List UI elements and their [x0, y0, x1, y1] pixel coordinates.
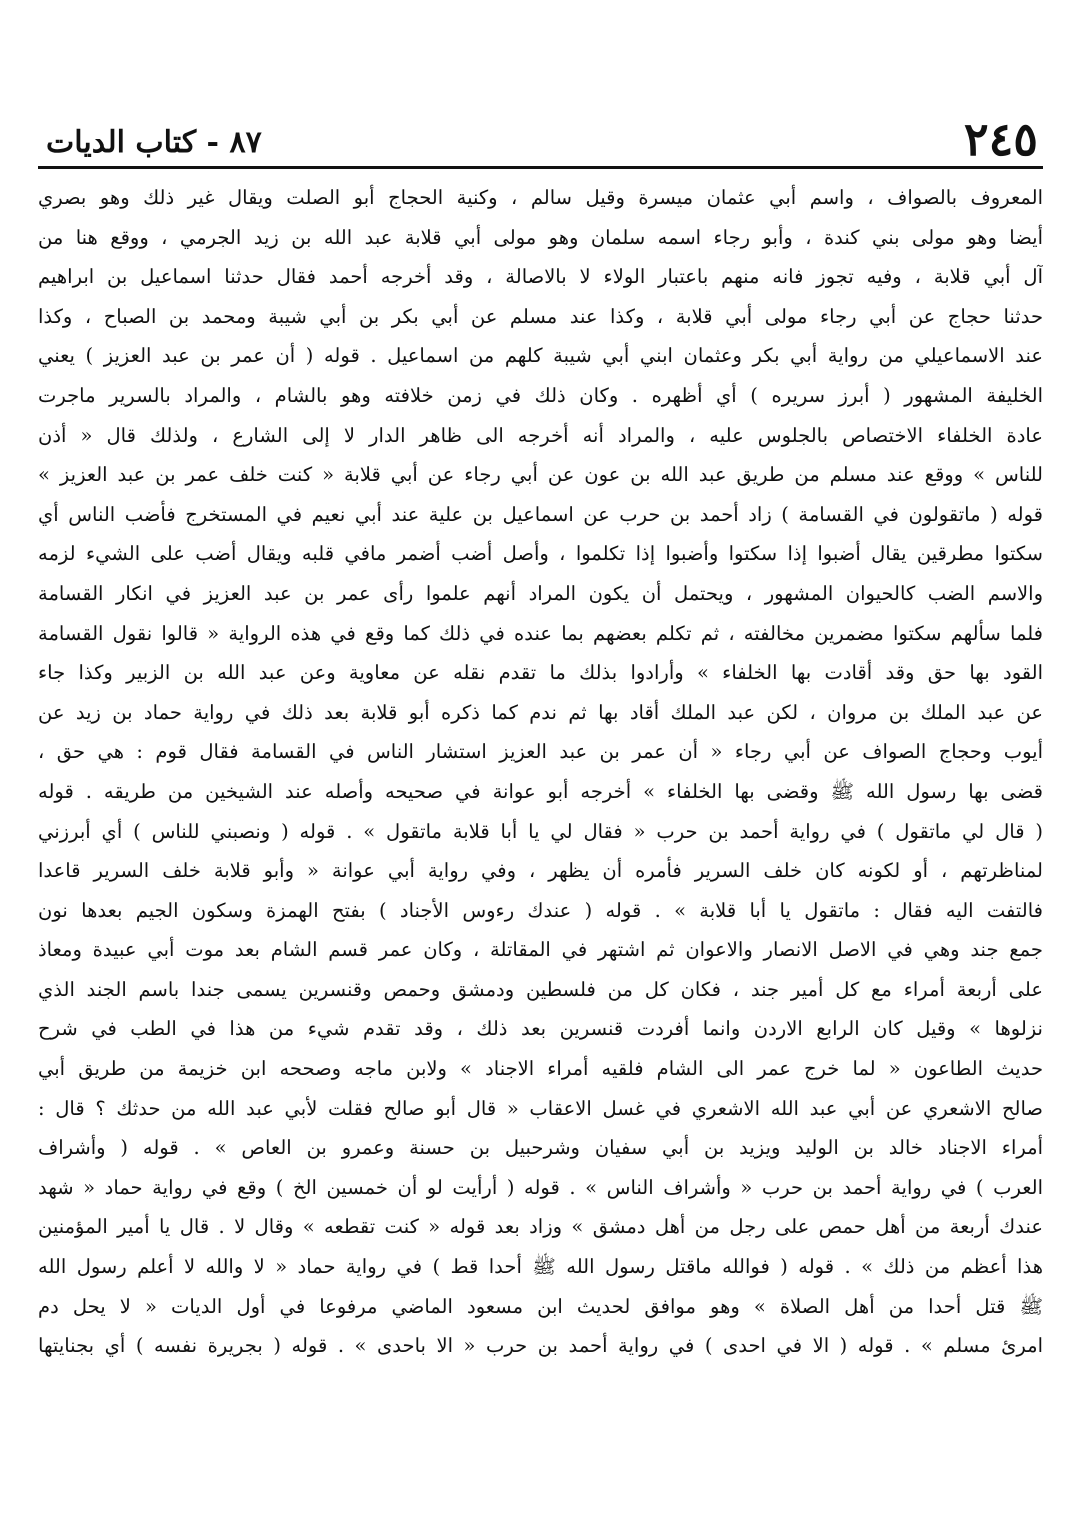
commentary-text: [38, 178, 1043, 1366]
text-line: سكتوا مطرقين يقال أضبوا إذا سكتوا وأضبوا إذا تكلموا ، وأصل أضب أضمر مافي قلبه ويقال أضب على الشيء لزمه: [38, 542, 1043, 566]
text-line: نزلوها » وقيل كان الرابع الاردن وانما أفردت قنسرين بعد ذلك ، وقد تقدم شيء من هذا في الطب في شرح: [38, 1017, 1043, 1041]
header-rule: [38, 166, 1043, 169]
text-line: أيوب وحجاج الصواف عن أبي رجاء « أن عمر بن عبد العزيز استشار الناس في القسامة فقال قوم : هي حق ،: [38, 740, 1043, 764]
text-line: والاسم الضب كالحيوان المشهور ، ويحتمل أن يكون المراد أنهم علموا رأى عمر بن عبد العزيز في انكار القسامة: [38, 581, 1043, 605]
text-line: صالح الاشعري عن أبي عبد الله الاشعري في غسل الاعقاب « قال أبو صالح فقلت لأبي عبد الله من حدثك ؟ قال :: [38, 1096, 1043, 1120]
text-line: قضى بها رسول الله ﷺ وقضى بها الخلفاء » أخرجه أبو عوانة في صحيحه وأصله عند الشيخين من طريقه . قوله: [38, 779, 1043, 803]
text-line: عندك أربعة من أهل حمص على رجل من أهل دمشق » وزاد بعد قوله « كنت تقطعه » وقال لا . قال يا أمير المؤمنين: [38, 1215, 1043, 1239]
running-title: ٨٧ - كتاب الديات: [46, 125, 262, 160]
text-line: عن عبد الملك بن مروان ، لكن عبد الملك أقاد بها ثم ندم كما ذكره أبو قلابة بعد ذلك في رواية حماد بن زيد عن: [38, 700, 1043, 724]
text-line: آل أبي قلابة ، وفيه تجوز فانه منهم باعتبار الولاء لا بالاصالة ، وقد أخرجه أحمد فقال حدثنا اسماعيل بن ابراهيم: [38, 265, 1043, 289]
text-line: فلما سألهم سكتوا مضمرين مخالفته ، ثم تكلم بعضهم بما عنده في ذلك كما وقع في هذه الرواية « قالوا نقول القسامة: [38, 621, 1043, 645]
text-line: القود بها حق وقد أقادت بها الخلفاء » وأرادوا بذلك ما تقدم نقله عن معاوية وعن عبد الله بن الزبير وكذا جاء: [38, 661, 1043, 685]
text-line: حديث الطاعون « لما خرج عمر الى الشام فلقيه أمراء الاجناد » ولابن ماجه وصححه ابن خزيمة من طريق أبي: [38, 1057, 1043, 1081]
text-line: أيضا وهو مولى بني كندة ، وأبو رجاء اسمه سلمان وهو مولى أبي قلابة عبد الله بن زيد الجرمي ، ووقع هنا من: [38, 225, 1043, 249]
text-line: الخليفة المشهور ( أبرز سريره ) أي أظهره . وكان ذلك في زمن خلافته وهو بالشام ، والمراد بالسرير ماجرت: [38, 383, 1043, 407]
text-line: العرب ) في رواية أحمد بن حرب « وأشراف الناس » . قوله ( أرأيت لو أن خمسين الخ ) وقع في رواية حماد « شهد: [38, 1175, 1043, 1199]
text-line: للناس » ووقع عند مسلم من طريق عبد الله بن عون عن أبي رجاء عن أبي قلابة « كنت خلف عمر بن عبد العزيز »: [38, 463, 1043, 487]
text-line: ﷺ قتل أحدا من أهل الصلاة » وهو موافق لحديث ابن مسعود الماضي مرفوعا في أول الديات « لا يحل دم: [38, 1294, 1043, 1318]
text-line: امرئ مسلم » . قوله ( الا في احدى ) في رواية أحمد بن حرب « الا باحدى » . قوله ( بجريرة نفسه ) أي بجنايتها: [38, 1334, 1043, 1358]
text-line: لمناظرتهم ، أو لكونه كان خلف السرير فأمره أن يظهر ، وفي رواية أبي عوانة « وأبو قلابة خلف السرير قاعدا: [38, 859, 1043, 883]
text-line: حدثنا حجاج عن أبي رجاء مولى أبي قلابة ، وكذا عند مسلم عن أبي بكر بن أبي شيبة ومحمد بن الصباح ، وكذا: [38, 304, 1043, 328]
text-line: أمراء الاجناد خالد بن الوليد ويزيد بن أبي سفيان وشرحبيل بن حسنة وعمرو بن العاص » . قوله ( وأشراف: [38, 1136, 1043, 1160]
page-number: ٢٤٥: [963, 112, 1038, 166]
text-line: عادة الخلفاء الاختصاص بالجلوس عليه ، والمراد أنه أخرجه الى ظاهر الدار لا إلى الشارع ، ولذلك قال « أذن: [38, 423, 1043, 447]
text-line: المعروف بالصواف ، واسم أبي عثمان ميسرة وقيل سالم ، وكنية الحجاج أبو الصلت ويقال غير ذلك وهو بصري: [38, 186, 1043, 209]
text-line: عند الاسماعيلي من رواية أبي بكر وعثمان ابني أبي شيبة كلهم من اسماعيل . قوله ( أن عمر بن عبد العزيز ) يعني: [38, 344, 1043, 368]
text-line: قوله ( ماتقولون في القسامة ) زاد أحمد بن حرب عن اسماعيل بن علية عند أبي نعيم في المستخرج فأضب الناس أي: [38, 502, 1043, 526]
page-header: [42, 112, 1042, 166]
text-line: هذا أعظم من ذلك » . قوله ( فوالله ماقتل رسول الله ﷺ أحدا قط ) في رواية حماد « لا والله لا أعلم رسول الله: [38, 1255, 1043, 1279]
text-line: على أربعة أمراء مع كل أمير جند ، فكان كل من فلسطين ودمشق وحمص وقنسرين يسمى جندا باسم الجند الذي: [38, 977, 1043, 1001]
text-line: فالتفت اليه فقال : ماتقول يا أبا قلابة » . قوله ( عندك رءوس الأجناد ) بفتح الهمزة وسكون الجيم بعدها نون: [38, 898, 1043, 922]
text-line: ( قال لي ماتقول ) في رواية أحمد بن حرب « فقال لي يا أبا قلابة ماتقول » . قوله ( ونصبني للناس ) أي أبرزني: [38, 819, 1043, 843]
text-line: جمع جند وهي في الاصل الانصار والاعوان ثم اشتهر في المقاتلة ، وكان عمر قسم الشام بعد موت أبي عبيدة ومعاذ: [38, 938, 1043, 962]
